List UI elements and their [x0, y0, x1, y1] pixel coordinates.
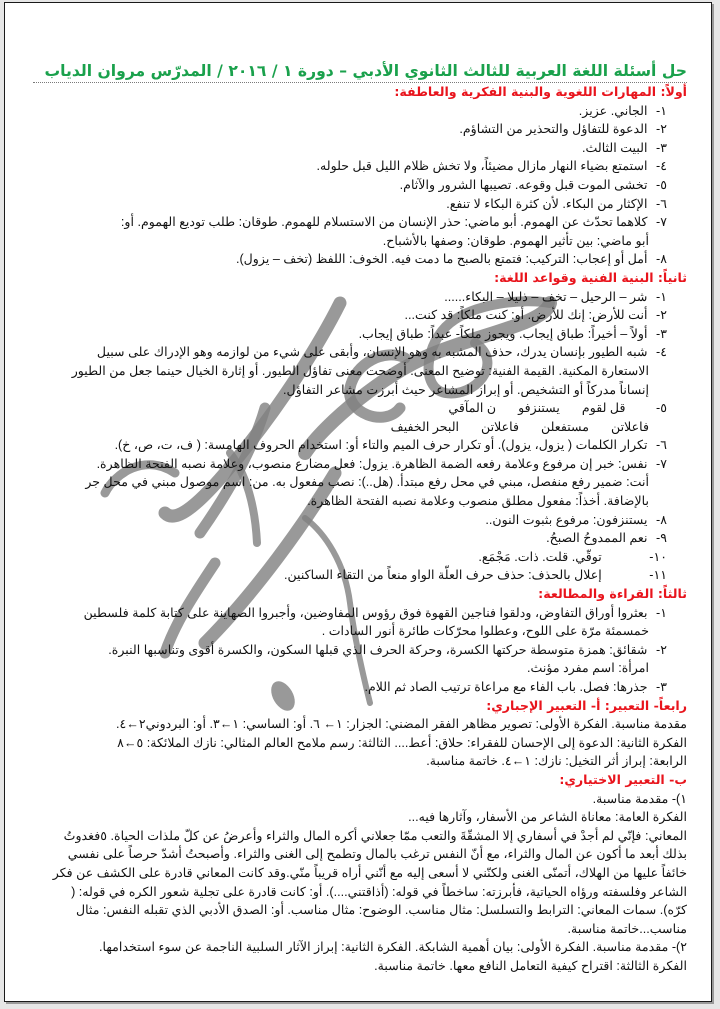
subheading-optional-essay: ب- التعبير الاختياري: — [559, 771, 687, 787]
list-item: ١- بعثروا أوراق التفاوض، ودلقوا فناجين القهوة فوق رؤوس المفاوضين، وأجبروا الصهاينة على كتابة كلمة فلسطين — [83, 605, 667, 620]
list-item: ١- شر – الرحيل – تخف – ذليلا – البكاء...... — [444, 289, 667, 304]
list-item-continuation: أبو ماضي: بين تأثير الهموم. طوقان: وصفها بالأشباح. — [382, 233, 649, 248]
list-item: ١١- إعلال بالحذف: حذف حرف العلّة الواو منعاً من التقاء الساكنين. — [283, 568, 667, 583]
document-page — [4, 2, 712, 1002]
list-item-continuation: خمسمئة مرّة على اللوح، وعطلوا محرّكات طائرة أنور السادات . — [321, 624, 649, 639]
document-title: حل أسئلة اللغة العربية للثالث الثانوي الأدبي – دورة ١ / ٢٠١٦ / المدرّس مروان الدياب — [33, 61, 687, 83]
list-item: ٢- شقائق: همزة متوسطة حركتها الكسرة، وحركة الحرف الذي قبلها السكون، والكسرة أقوى وتناسبها النبرة. — [108, 642, 667, 657]
paragraph-line: الفكرة العامة: معاناة الشاعر من الأسفار، وآثارها فيه... — [408, 810, 687, 825]
list-item-continuation: الاستعارة المكنية. القيمة الفنية: توضيح المعنى. أوضحت معنى تفاؤل الطيور. أو إثارة الخيال حينما جعل من الطيور — [71, 363, 649, 378]
list-item: ٩- نعم الممدوحُ الصبحُ. — [546, 531, 667, 546]
section-1-list — [33, 102, 701, 269]
list-item: ٣- جذرها: فصل. باب الفاء مع مراعاة ترتيب الصاد ثم اللام. — [364, 680, 667, 694]
list-item: ٢- أنت للأرض: إنك للأرض. أو: كنت ملكاً: قد كنت... — [404, 308, 667, 323]
list-item-continuation: بالإضافة. أخذاً: مفعول مطلق منصوب وعلامة نصبه الفتحة الظاهرة. — [307, 494, 649, 509]
list-item-meter-scansion: فاعلاتنمستفعلنفاعلاتنالبحر الخفيف — [390, 419, 649, 434]
list-item-meter: ٥- قل لقوميستنزفون المآقي — [448, 401, 667, 416]
list-item: ١- الجاني. عزيز. — [578, 103, 667, 118]
list-item: ٦- الإكثار من البكاء. لأن كثرة البكاء لا تنفع. — [446, 196, 667, 211]
section-heading-2: ثانياً: البنية الفنية وقواعد اللغة: — [494, 269, 687, 285]
paragraph-line: مناسب...خاتمة مناسبة. — [567, 921, 687, 936]
section-heading-1: أولاً: المهارات اللغوية والبنية الفكرية والعاطفة: — [394, 84, 687, 99]
list-item: ٣- أولاً – أخيراً: طباق إيجاب. ويجوز ملكاً- عبداً: طباق إيجاب. — [358, 326, 667, 341]
list-item: ٦- تكرار الكلمات ( يزول، يزول). أو تكرار حرف الميم والتاء أو: استخدام الحروف الهامسة: ( ف، ت، ص، خ). — [114, 438, 667, 453]
section-4-compulsory — [33, 715, 701, 771]
list-item: ٤- استمتع بضياء النهار مازال مضيئاً، ولا تخش ظلام الليل قبل حلوله. — [316, 159, 667, 174]
list-item: ٣- البيت الثالث. — [582, 140, 667, 155]
list-item: ٧- نفس: خبر إن مرفوع وعلامة رفعه الضمة الظاهرة. يزول: فعل مضارع منصوب، وعلامة نصبه الفتحة الظاهرة. — [96, 456, 667, 471]
paragraph-line: ٢)- مقدمة مناسبة. الفكرة الأولى: بيان أهمية الشابكة. الفكرة الثانية: إبراز الآثار السلبية الناجمة عن سوء استخدامها. — [99, 940, 687, 955]
section-heading-3: ثالثاً: القراءة والمطالعة: — [538, 586, 687, 602]
section-heading-4: رابعاً- التعبير: أ- التعبير الإجباري: — [486, 697, 687, 713]
paragraph-line: ١)- مقدمة مناسبة. — [592, 791, 687, 806]
paragraph-line: بذلك أبعد ما أكون عن المال والثراء، مع أنّ النفس ترغب بالمال وتطمح إلى الغنى والثراء. وأصبحتُ أشدّ حرصاً على نفسي — [67, 847, 687, 862]
list-item-continuation: أنت: ضمير رفع منفصل، مبني في محل رفع مبتدأ. (هل..): نصب مفعول به. من: اسم موصول مبني في محل جر — [85, 475, 649, 490]
list-item: ٤- شبه الطيور بإنسان يدرك، حذف المشبه به وهو الإنسان، وأبقى على شيء من لوازمه وهو الإدراك على سبيل — [96, 345, 667, 360]
paragraph-line: الفكرة الثانية: الدعوة إلى الإحسان للفقراء: حلاق: أعط.... الثالثة: رسم ملامح العالم المثالي: نازك الملائكة: ٥←٨ — [117, 735, 687, 750]
list-item: ٨- أمل أو إعجاب: التركيب: فتمتع بالصبح ما دمت فيه. الخوف: اللفظ (تخف – يزول). — [235, 252, 667, 267]
paragraph-line: كرّه). سمات المعاني: الترابط والتسلسل: مثال مناسب. الوضوح: مثال مناسب. أو: الصدق الأدبي الذي تقبله النفس: مثال — [75, 903, 687, 918]
list-item: ٨- يستنزفون: مرفوع بثبوت النون.. — [485, 512, 667, 527]
paragraph-line: المعاني: فإنّي لم أجدْ في أسفاري إلا المشقّةَ والتعب ممّا جعلاني أكره المال والثراء وأعرضُ عن كلّ ملذات الحياة. ٥فغدوتُ — [63, 828, 687, 843]
list-item: ٥- تخشى الموت قبل وقوعه. تصيبها الشرور والآثام. — [399, 177, 667, 192]
list-item: ٧- كلاهما تحدّث عن الهموم. أبو ماضي: حذر الإنسان من الاستسلام للهموم. طوقان: طلب توديع الهموم. أو: — [120, 215, 667, 230]
list-item: ٢- الدعوة للتفاؤل والتحذير من التشاؤم. — [459, 122, 667, 137]
section-4-optional — [33, 790, 701, 976]
section-3-list — [33, 604, 701, 697]
list-item-continuation: امرأة: اسم مفرد مؤنث. — [526, 661, 649, 676]
paragraph-line: الفكرة الثالثة: اقتراح كيفية التعامل النافع معها. خاتمة مناسبة. — [374, 958, 687, 973]
paragraph-line: الشاعر وفلسفته ورؤاه الحياتية، فأبرزته: ساخطاً في قوله: (أذاقتني....). أو: كانت قادرة على تجلية شعور الكره في قوله: ( — [71, 884, 687, 899]
paragraph-line: الرابعة: إبراز أثر التخيل: نازك: ١←٤. خاتمة مناسبة. — [426, 754, 687, 769]
list-item-continuation: إنساناً مدركاً أو التشخيص. أو إبراز المشاعر حيث أبرزت مشاعر التفاؤل. — [283, 382, 649, 397]
paragraph-line: خائفاً عليها من الهلاك، أتمنّى الغنى ولكنّني لا أسعى إليه مع أنّني أراه قريباً منّي.وقد كانت المعاني قادرة على الكشف عن فكر — [52, 865, 687, 880]
paragraph-line: مقدمة مناسبة. الفكرة الأولى: تصوير مظاهر الفقر المضني: الجزار: ١← ٦. أو: الساسي: ١←٣. أو: البردوني٢←٤. — [115, 717, 687, 732]
list-item: ١٠- توقّي. قلت. ذات. مَجْمَع. — [478, 549, 667, 564]
document-content — [33, 61, 701, 976]
section-2-list — [33, 288, 701, 586]
